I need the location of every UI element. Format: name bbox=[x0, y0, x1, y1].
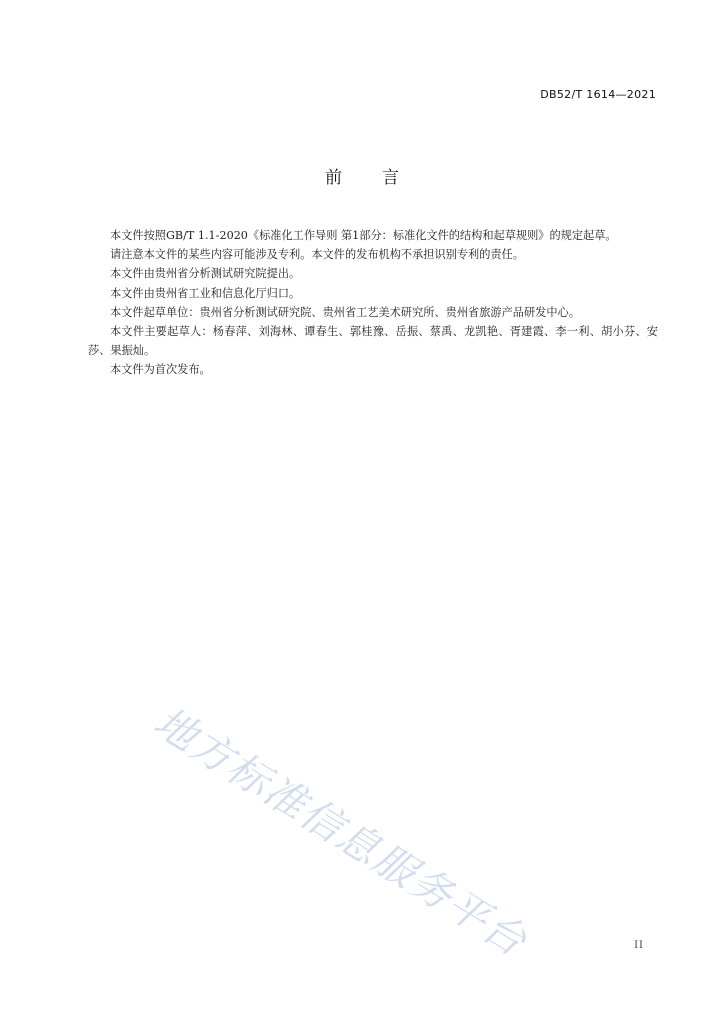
title-char-2: 言 bbox=[382, 168, 399, 188]
paragraph-drafting-units: 本文件起草单位：贵州省分析测试研究院、贵州省工艺美术研究所、贵州省旅游产品研发中心。 bbox=[110, 305, 580, 319]
paragraph-patent-notice: 请注意本文件的某些内容可能涉及专利。本文件的发布机构不承担识别专利的责任。 bbox=[110, 248, 524, 262]
paragraph-proposer: 本文件由贵州省分析测试研究院提出。 bbox=[110, 267, 301, 281]
title-char-1: 前 bbox=[325, 168, 342, 188]
paragraph-administrator: 本文件由贵州省工业和信息化厅归口。 bbox=[110, 286, 301, 300]
document-code: DB52/T 1614—2021 bbox=[540, 88, 656, 101]
page-number: II bbox=[634, 940, 644, 951]
paragraph-standard-basis: 本文件按照GB/T 1.1-2020《标准化工作导则 第1部分：标准化文件的结构和起草规则》的规定起草。 bbox=[110, 229, 617, 242]
watermark: 地方标准信息服务平台 bbox=[145, 697, 536, 967]
foreword-body bbox=[88, 226, 658, 380]
paragraph-drafters: 本文件主要起草人：杨春萍、刘海林、谭春生、郭桂豫、岳振、蔡禹、龙凯艳、胥建霞、李一利、胡小芬、安莎、果振灿。 bbox=[88, 325, 658, 358]
paragraph-first-release: 本文件为首次发布。 bbox=[110, 363, 211, 377]
page-title bbox=[0, 163, 724, 188]
